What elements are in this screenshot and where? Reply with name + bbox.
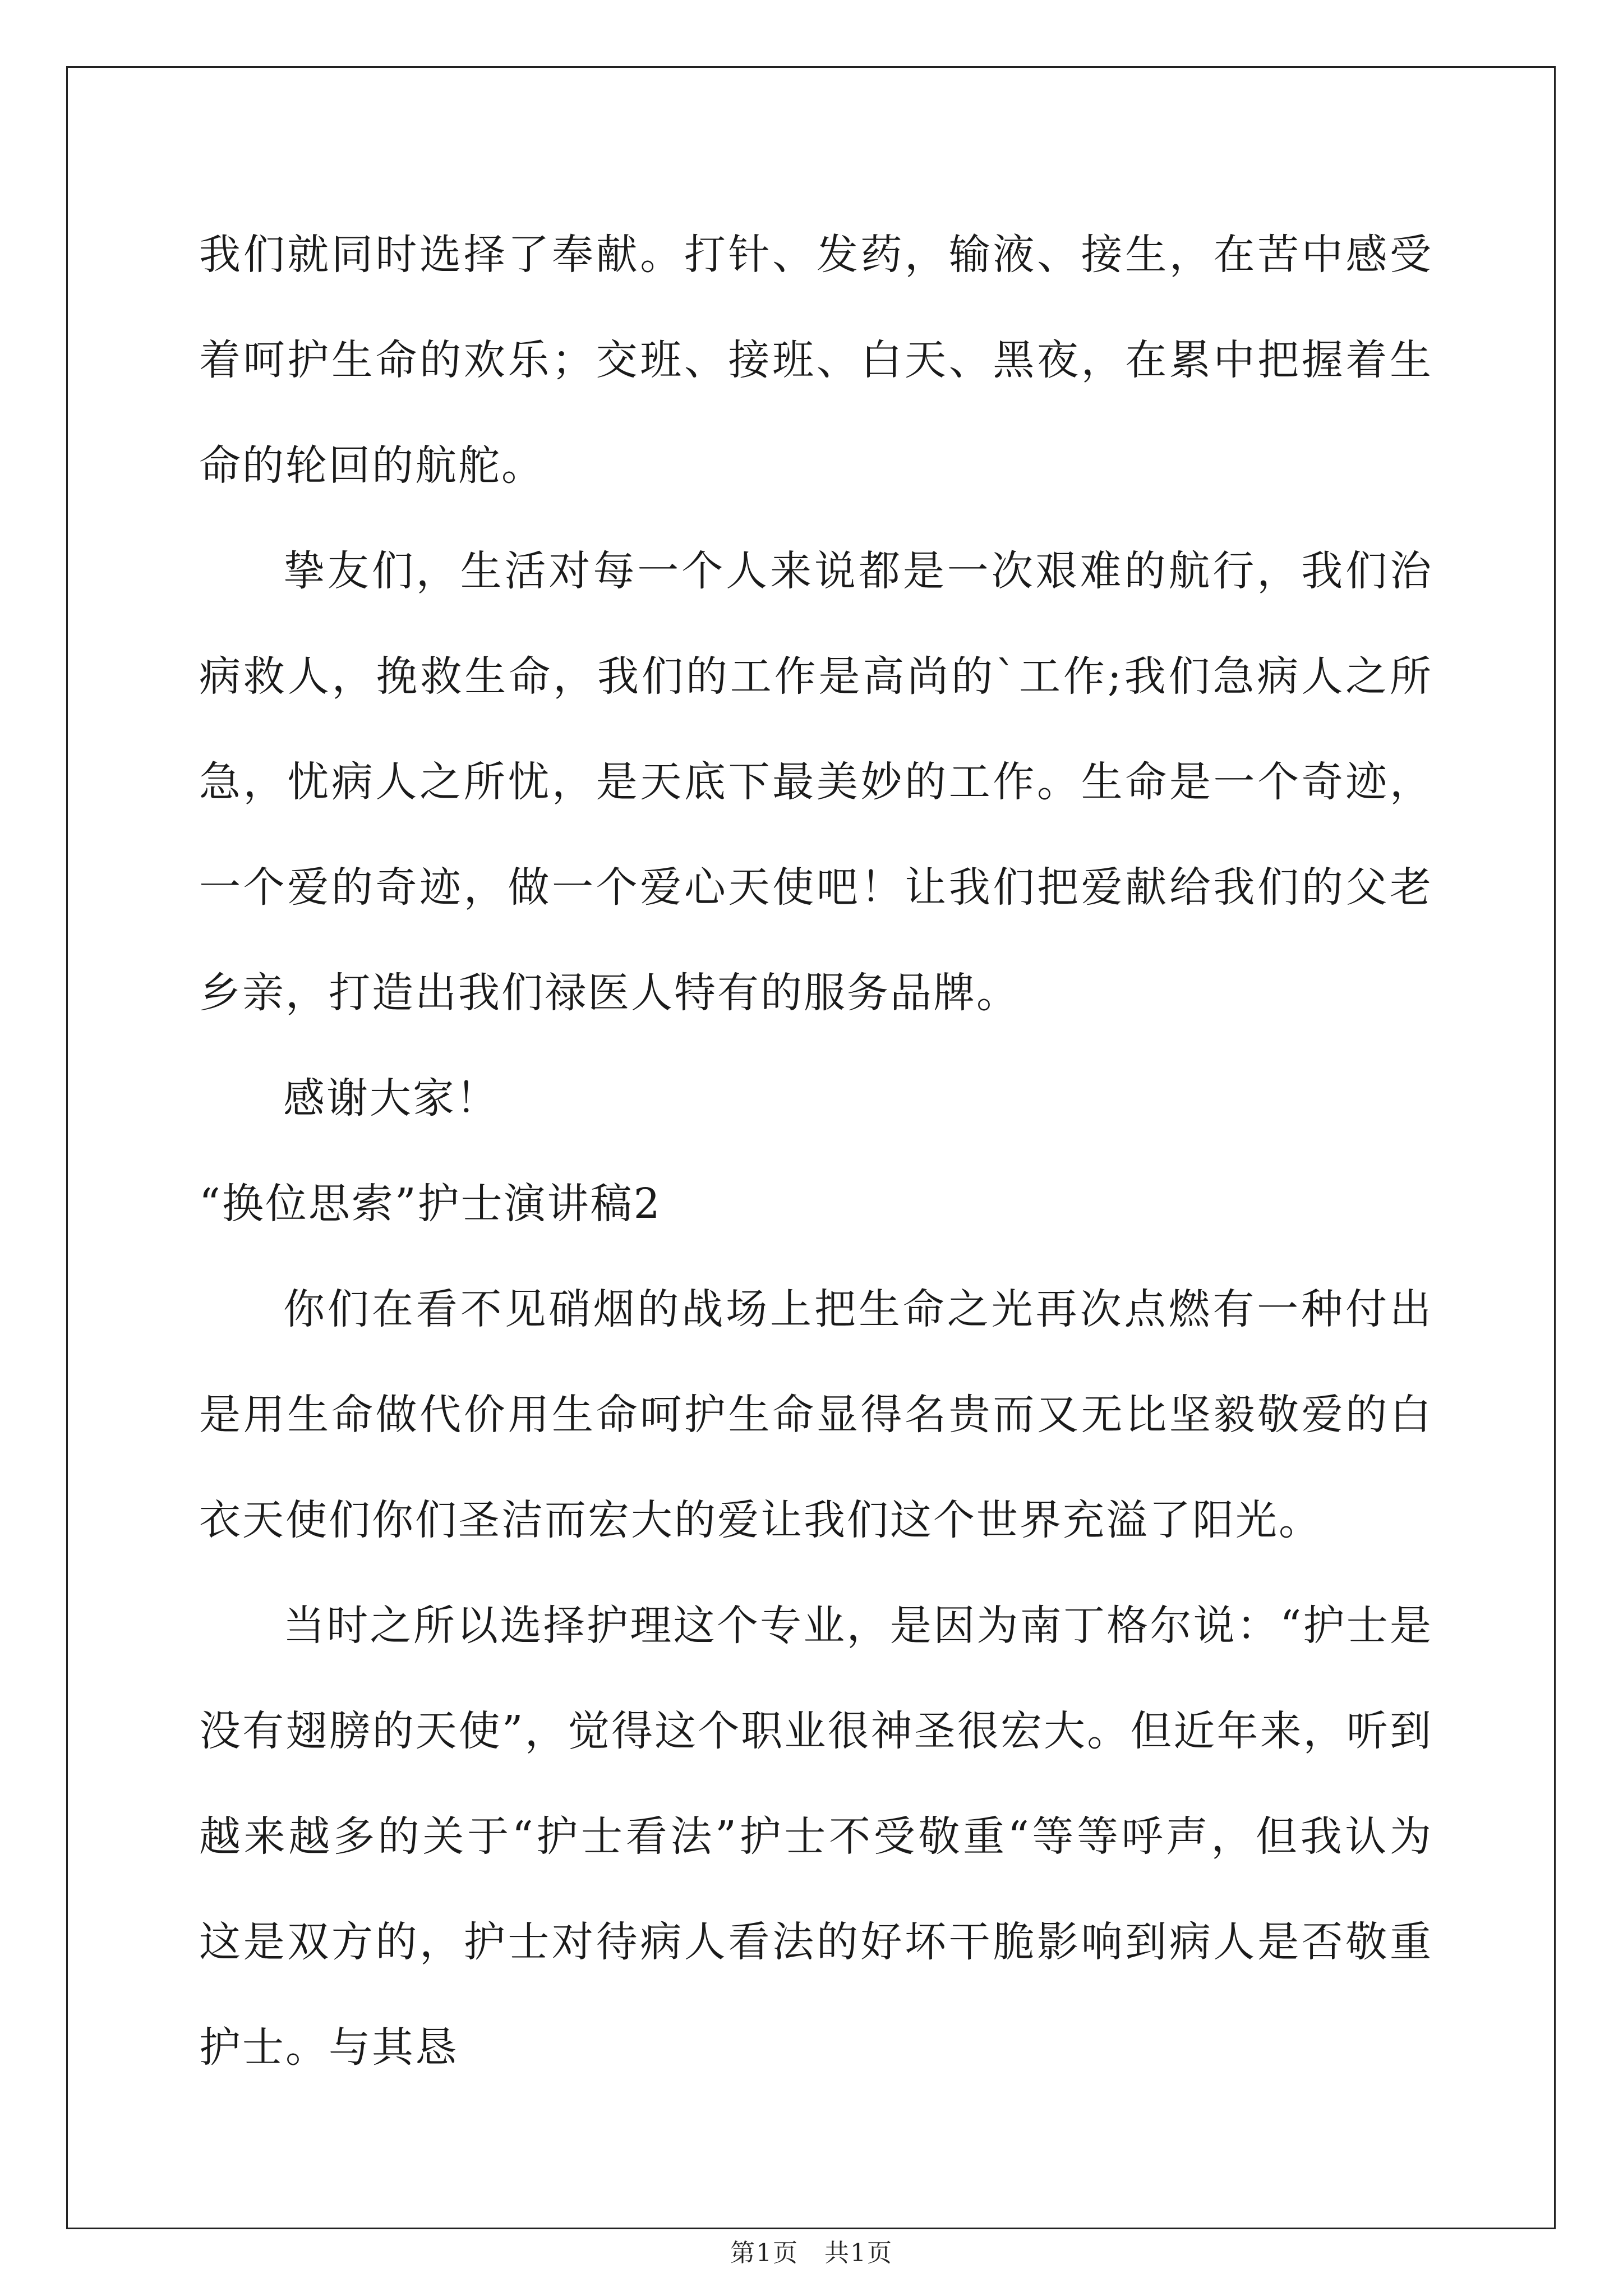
paragraph-4: 你们在看不见硝烟的战场上把生命之光再次点燃有一种付出是用生命做代价用生命呵护生命显得名贵而又无比坚毅敬爱的白衣天使们你们圣洁而宏大的爱让我们这个世界充溢了阳光。 — [199, 1285, 1433, 1544]
section-heading: “换位思索”护士演讲稿2 — [199, 1180, 662, 1228]
paragraph-1: 我们就同时选择了奉献。打针、发药，输液、接生，在苦中感受着呵护生命的欢乐；交班、接班、白天、黑夜，在累中把握着生命的轮回的航舵。 — [199, 231, 1433, 490]
page-footer: 第1页 共1页 — [730, 2239, 893, 2267]
paragraph-3: 感谢大家！ — [283, 1074, 499, 1122]
document-body — [199, 202, 1433, 2100]
paragraph-5: 当时之所以选择护理这个专业，是因为南丁格尔说：“护士是没有翅膀的天使”，觉得这个职业很神圣很宏大。但近年来，听到越来越多的关于“护士看法”护士不受敬重“等等呼声，但我认为这是双方的，护士对待病人看法的好坏干脆影响到病人是否敬重护士。与其恳 — [199, 1602, 1433, 2072]
paragraph-2: 挚友们，生活对每一个人来说都是一次艰难的航行，我们治病救人，挽救生命，我们的工作是高尚的`工作;我们急病人之所急，忧病人之所忧，是天底下最美妙的工作。生命是一个奇迹，一个爱的奇迹，做一个爱心天使吧！让我们把爱献给我们的父老乡亲，打造出我们禄医人特有的服务品牌。 — [199, 547, 1433, 1017]
